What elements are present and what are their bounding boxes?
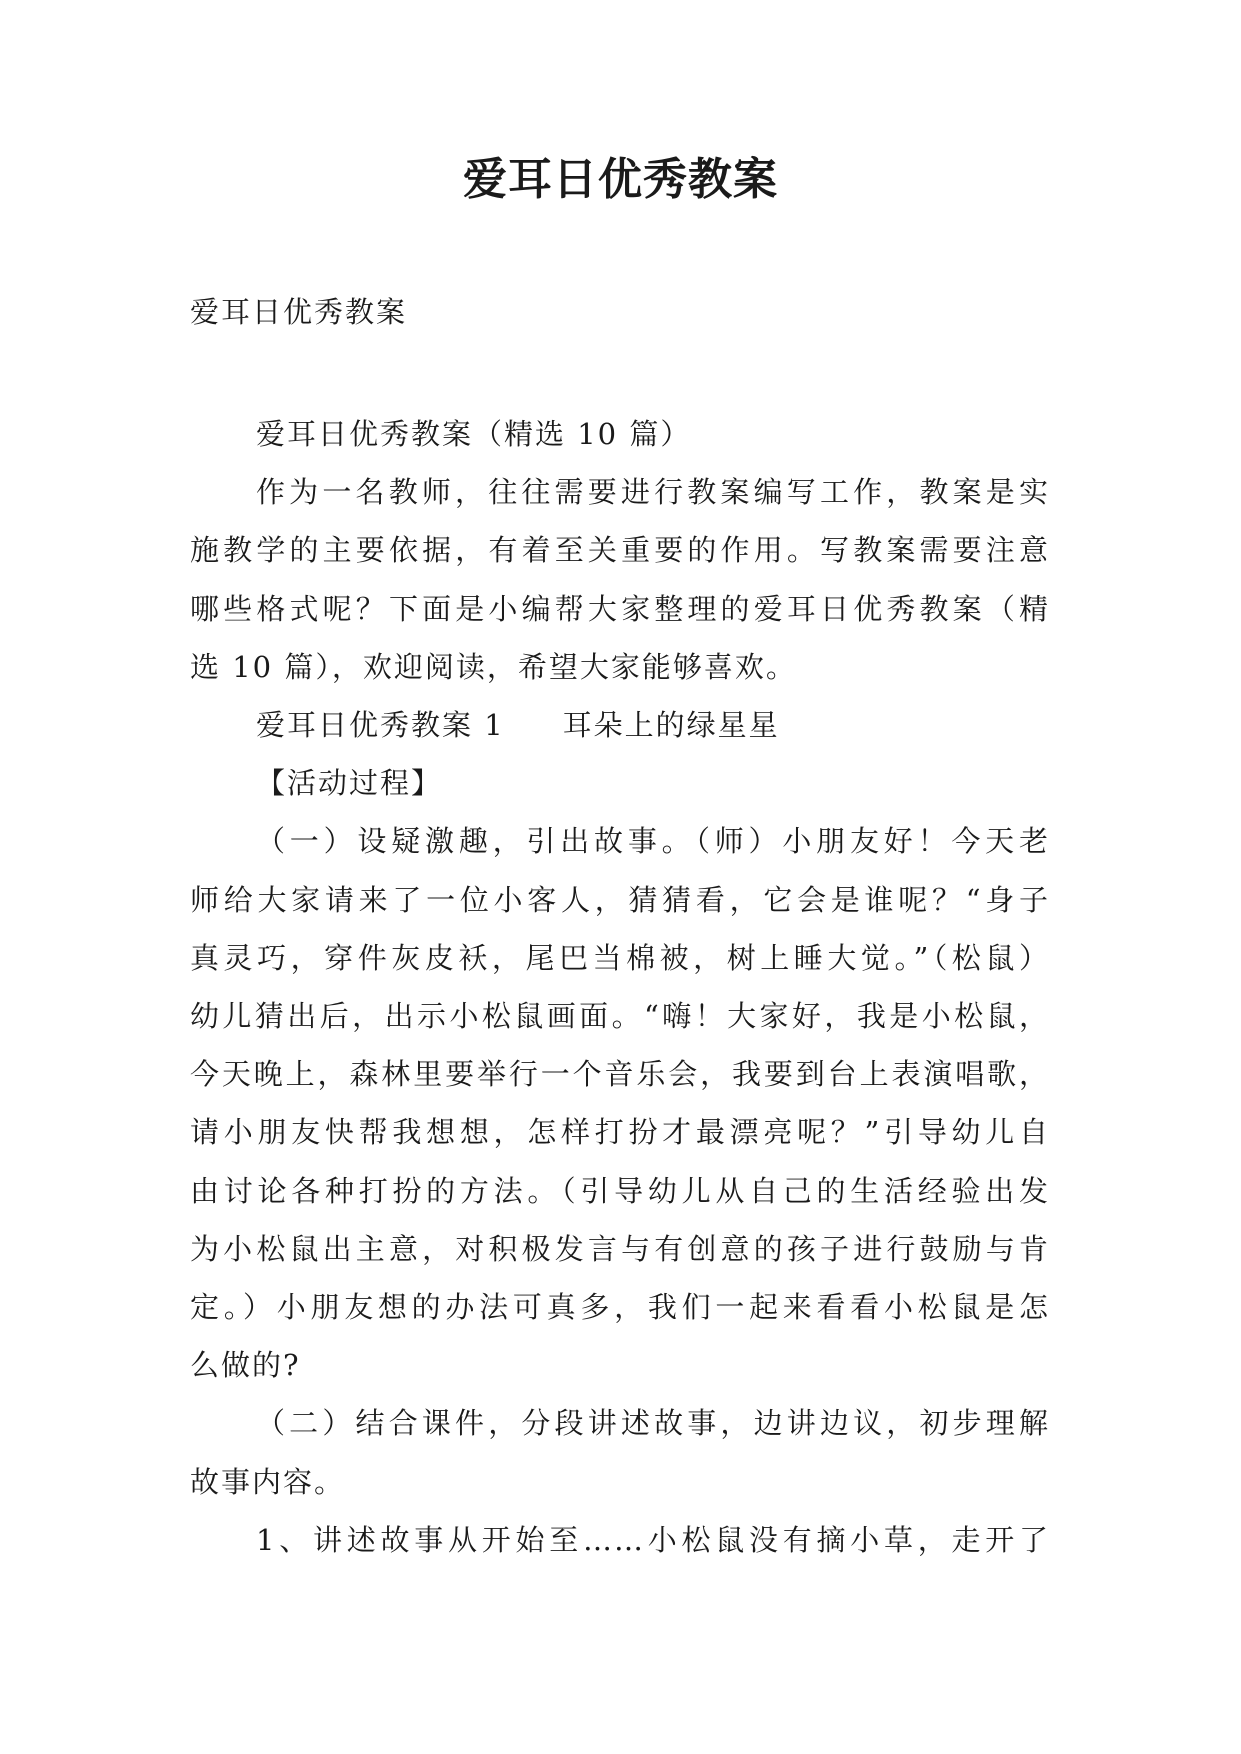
lesson-title: 耳朵上的绿星星 — [562, 708, 780, 743]
text-line: 1、讲述故事从开始至……小松鼠没有摘小草，走开了 — [256, 1522, 1050, 1557]
text-line: 施教学的主要依据，有着至关重要的作用。写教案需要注意 — [190, 533, 1050, 568]
text-line: 么做的? — [190, 1348, 301, 1383]
text-line: 选 10 篇），欢迎阅读，希望大家能够喜欢。 — [190, 649, 797, 684]
text-line: 由讨论各种打扮的方法。（引导幼儿从自己的生活经验出发 — [190, 1173, 1050, 1208]
document-title: 爱耳日优秀教案 — [463, 154, 778, 205]
text-line: 幼儿猜出后，出示小松鼠画面。“嗨！大家好，我是小松鼠， — [190, 999, 1050, 1034]
text-line: 今天晚上，森林里要举行一个音乐会，我要到台上表演唱歌， — [190, 1057, 1050, 1092]
document-body — [190, 405, 1050, 1569]
text-line: 师给大家请来了一位小客人，猜猜看，它会是谁呢？“身子 — [190, 882, 1050, 917]
text-line: （一）设疑激趣，引出故事。（师）小朋友好！今天老 — [256, 824, 1050, 859]
text-line: 请小朋友快帮我想想，怎样打扮才最漂亮呢？”引导幼儿自 — [190, 1115, 1050, 1150]
text-line: 哪些格式呢？下面是小编帮大家整理的爱耳日优秀教案（精 — [190, 591, 1050, 626]
text-line: 爱耳日优秀教案（精选 10 篇） — [256, 417, 692, 451]
text-line: 为小松鼠出主意，对积极发言与有创意的孩子进行鼓励与肯 — [190, 1231, 1050, 1266]
text-line: 作为一名教师，往往需要进行教案编写工作，教案是实 — [256, 475, 1050, 510]
section-heading: 【活动过程】 — [256, 766, 443, 801]
lesson-heading: 爱耳日优秀教案 1 — [256, 708, 505, 743]
text-line: 定。）小朋友想的办法可真多，我们一起来看看小松鼠是怎 — [190, 1290, 1050, 1325]
text-line — [190, 696, 1050, 754]
text-line: （二）结合课件，分段讲述故事，边讲边议，初步理解 — [256, 1406, 1050, 1441]
text-line: 故事内容。 — [190, 1464, 346, 1499]
document-subtitle: 爱耳日优秀教案 — [190, 295, 408, 329]
text-line: 真灵巧，穿件灰皮袄，尾巴当棉被，树上睡大觉。”（松鼠） — [190, 940, 1050, 975]
